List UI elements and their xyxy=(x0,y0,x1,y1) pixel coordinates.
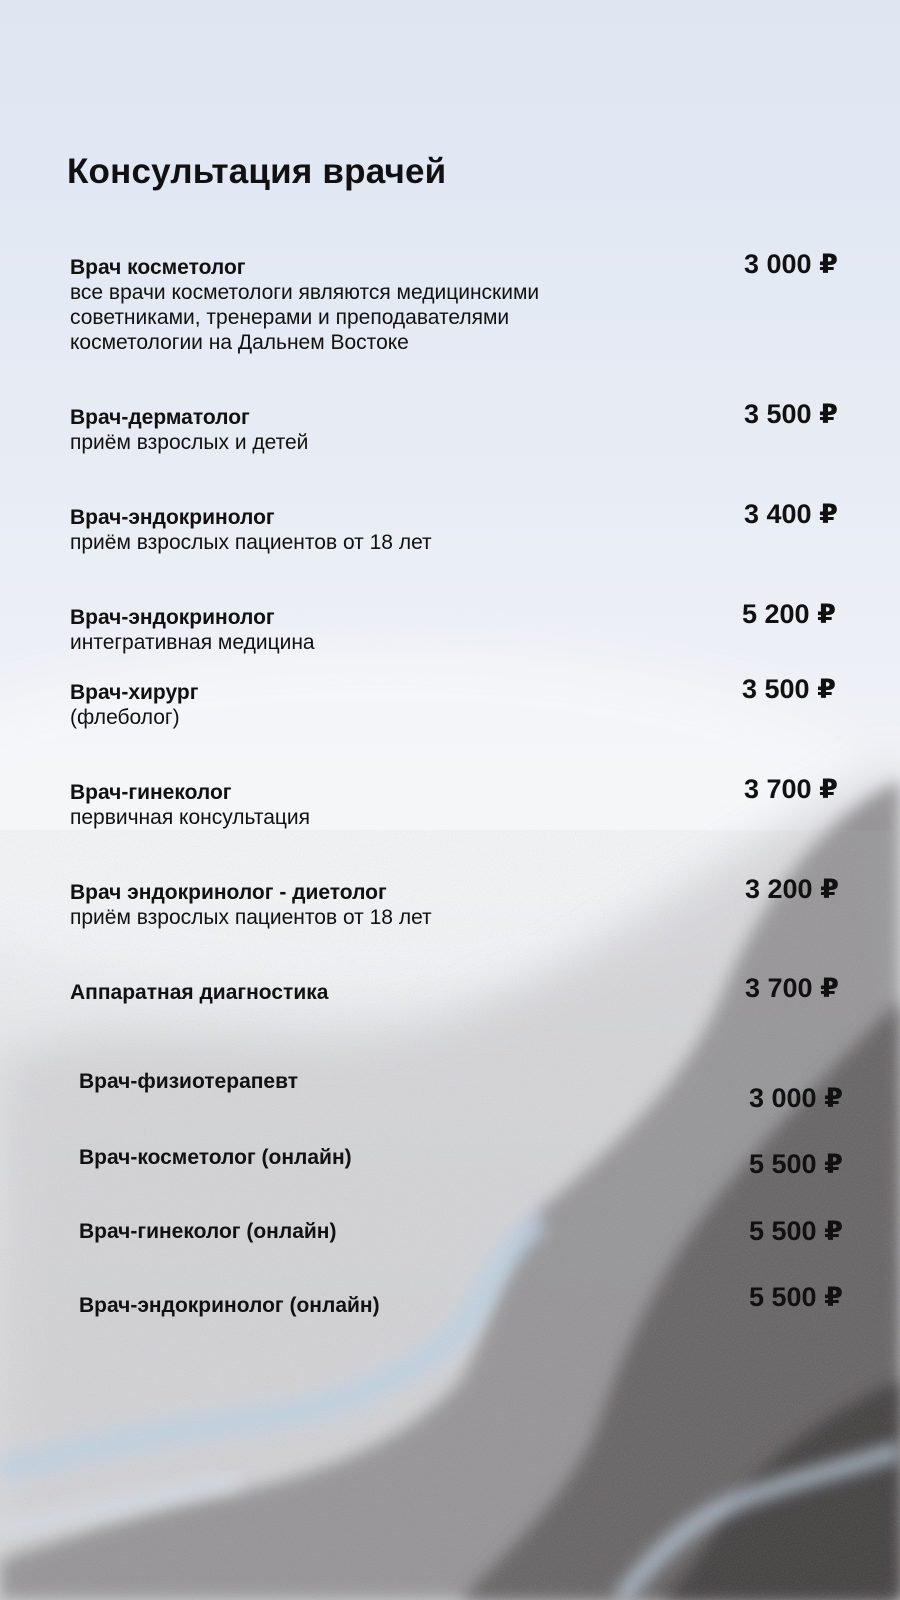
service-name: Врач-эндокринолог xyxy=(70,506,275,529)
service-name: Врач-косметолог (онлайн) xyxy=(79,1146,352,1169)
service-name: Аппаратная диагностика xyxy=(70,981,329,1004)
service-price: 3 400 ₽ xyxy=(744,499,838,529)
service-name: Врач-эндокринолог xyxy=(70,606,275,629)
service-price: 3 700 ₽ xyxy=(744,774,838,804)
service-item xyxy=(79,1069,298,1094)
service-item xyxy=(70,680,198,730)
service-name: Врач-гинеколог xyxy=(70,781,232,804)
service-price: 3 500 ₽ xyxy=(744,399,838,429)
service-description: интегративная медицина xyxy=(70,631,315,654)
service-item xyxy=(79,1219,336,1244)
service-name: Врач косметолог xyxy=(70,256,246,279)
service-price: 3 000 ₽ xyxy=(749,1083,843,1113)
service-item xyxy=(70,505,432,555)
service-description: приём взрослых пациентов от 18 лет xyxy=(70,531,432,554)
service-name: Врач-дерматолог xyxy=(70,406,250,429)
service-price: 5 500 ₽ xyxy=(749,1282,843,1312)
service-description: все врачи косметологи являются медицинскими xyxy=(70,281,540,304)
service-name: Врач-физиотерапевт xyxy=(79,1070,299,1093)
service-item xyxy=(70,405,308,455)
service-price: 5 200 ₽ xyxy=(742,599,836,629)
service-description: советниками, тренерами и преподавателями xyxy=(70,306,510,329)
service-name: Врач-эндокринолог (онлайн) xyxy=(79,1294,380,1317)
service-name: Врач эндокринолог - диетолог xyxy=(70,881,387,904)
service-price: 3 000 ₽ xyxy=(744,249,838,279)
service-item xyxy=(70,605,315,655)
service-description: приём взрослых и детей xyxy=(70,431,309,454)
service-description: косметологии на Дальнем Востоке xyxy=(70,331,409,354)
service-price: 3 200 ₽ xyxy=(745,874,839,904)
service-item xyxy=(79,1145,352,1170)
service-item xyxy=(79,1293,380,1318)
service-name: Врач-хирург xyxy=(70,681,199,704)
service-price: 3 700 ₽ xyxy=(745,973,839,1003)
page-title: Консультация врачей xyxy=(67,152,447,191)
service-description: первичная консультация xyxy=(70,806,311,829)
service-price: 5 500 ₽ xyxy=(749,1149,843,1179)
service-item xyxy=(70,980,328,1005)
service-description: (флеболог) xyxy=(70,706,180,729)
service-item xyxy=(70,880,432,930)
service-price: 3 500 ₽ xyxy=(742,674,836,704)
service-description: приём взрослых пациентов от 18 лет xyxy=(70,906,432,929)
service-item xyxy=(70,255,539,355)
service-name: Врач-гинеколог (онлайн) xyxy=(79,1220,337,1243)
service-item xyxy=(70,780,310,830)
service-price: 5 500 ₽ xyxy=(749,1216,843,1246)
